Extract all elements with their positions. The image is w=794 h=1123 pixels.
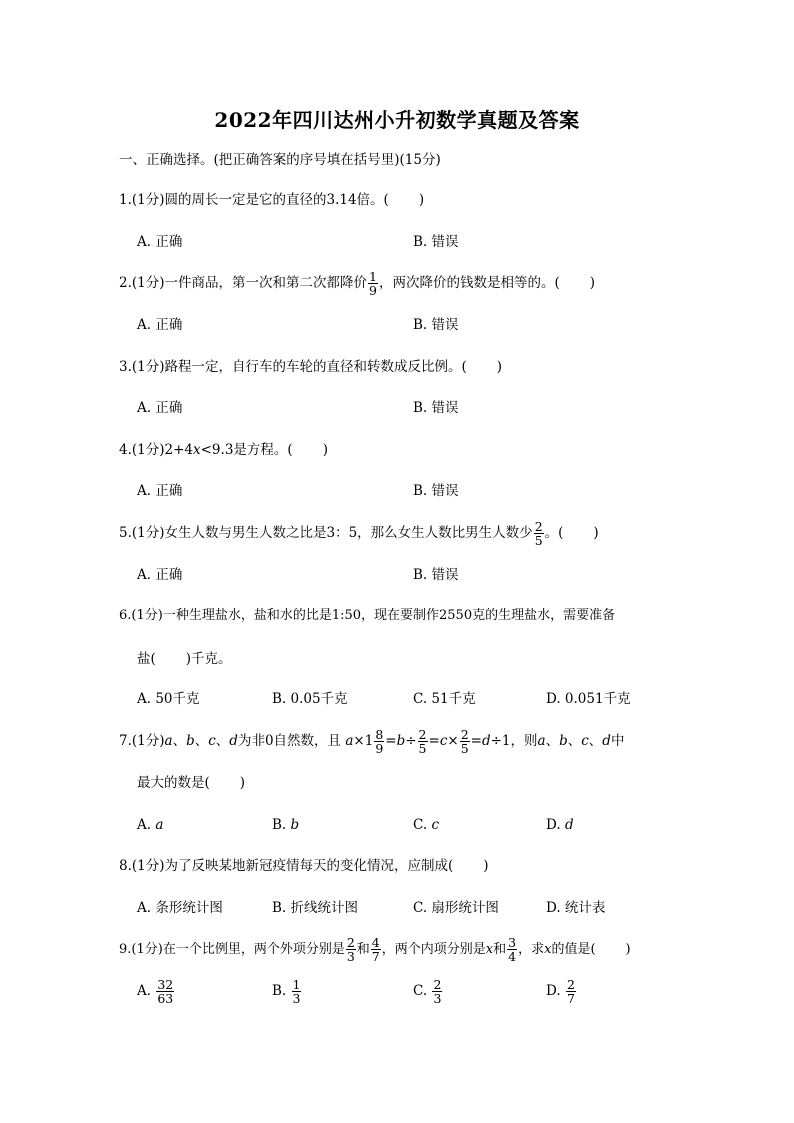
question-6-option-b[interactable]: B. 0.05千克 <box>272 691 348 707</box>
fraction-denominator: 7 <box>566 991 575 1006</box>
var-d: d <box>481 733 491 749</box>
question-8 <box>119 855 489 877</box>
times: × <box>447 733 459 749</box>
question-1-option-b[interactable]: B. 错误 <box>413 234 459 250</box>
question-8-text: 8.(1分)为了反映某地新冠疫情每天的变化情况，应制成( <box>119 858 454 874</box>
option-fraction <box>292 978 302 1005</box>
question-2-option-a[interactable]: A. 正确 <box>137 317 183 333</box>
question-8-option-a[interactable]: A. 条形统计图 <box>137 900 223 916</box>
sep: 、 <box>172 733 187 749</box>
option-label: C. <box>413 817 432 833</box>
fraction-4-7 <box>371 936 381 963</box>
question-5 <box>119 520 599 547</box>
var-x: x <box>544 942 552 957</box>
var-c: c <box>208 733 216 749</box>
and: 和 <box>493 942 507 957</box>
var-b: b <box>186 733 195 749</box>
divide-one: ÷1 <box>490 733 511 749</box>
question-7-close: ) <box>239 775 246 791</box>
question-4 <box>119 439 328 461</box>
var-a: a <box>164 733 173 749</box>
option-value: d <box>564 817 574 833</box>
question-3-option-b[interactable]: B. 错误 <box>413 400 459 416</box>
fraction-denominator: 63 <box>157 991 174 1006</box>
option-fraction <box>566 978 576 1005</box>
option-label: C. <box>413 983 432 999</box>
question-5-post: 。( <box>544 525 564 541</box>
var-c: c <box>439 733 448 749</box>
question-9-post: ，求 <box>518 942 545 957</box>
question-7-option-d[interactable] <box>546 814 574 836</box>
var-a: a <box>537 733 546 749</box>
question-8-close: ) <box>483 858 489 874</box>
option-label: A. <box>137 983 156 999</box>
question-7-mid: 为非0自然数，且 <box>237 733 342 749</box>
question-4-close: ) <box>322 442 328 458</box>
question-6-line-2-pre: 盐( <box>137 651 156 667</box>
option-label: D. <box>546 983 565 999</box>
var-c: c <box>581 733 589 749</box>
question-4-option-b[interactable]: B. 错误 <box>413 483 459 499</box>
question-6-option-d[interactable]: D. 0.051千克 <box>546 691 631 707</box>
fraction-8-9 <box>374 728 384 755</box>
question-7-option-b[interactable] <box>272 814 299 836</box>
question-3-text: 3.(1分)路程一定，自行车的车轮的直径和转数成反比例。( <box>119 359 467 375</box>
question-9-pre: 9.(1分)在一个比例里，两个外项分别是 <box>119 942 345 957</box>
fraction-numerator: 2 <box>346 935 355 950</box>
option-value: a <box>155 817 164 833</box>
var-b: b <box>396 733 406 749</box>
question-4-pre: 4.(1分)2+4 <box>119 442 193 458</box>
question-6-line-1: 6.(1分)一种生理盐水，盐和水的比是1:50，现在要制作2550克的生理盐水，需要准备 <box>119 608 616 623</box>
fraction-numerator: 2 <box>566 977 575 992</box>
question-9-post2: 的值是( <box>551 942 596 957</box>
option-value: c <box>431 817 439 833</box>
fraction-denominator: 4 <box>508 949 517 964</box>
question-5-option-a[interactable]: A. 正确 <box>137 567 183 583</box>
var-x: x <box>485 942 494 957</box>
question-5-fraction <box>534 520 544 547</box>
fraction-2-5 <box>418 728 428 755</box>
fraction-denominator: 9 <box>375 741 384 756</box>
question-1-text: 1.(1分)圆的周长一定是它的直径的3.14倍。( <box>119 192 389 208</box>
times-one: ×1 <box>353 733 374 749</box>
sep: 、 <box>588 733 603 749</box>
question-1-close: ) <box>418 192 425 208</box>
question-2-pre: 2.(1分)一件商品，第一次和第二次都降价 <box>119 275 368 291</box>
fraction-numerator: 3 <box>508 935 517 950</box>
question-1 <box>119 189 424 211</box>
fraction-denominator: 5 <box>534 533 543 548</box>
fraction-numerator: 1 <box>369 269 377 284</box>
fraction-numerator: 2 <box>418 727 427 742</box>
question-7 <box>119 728 624 755</box>
question-3 <box>119 356 502 378</box>
question-8-option-c[interactable]: C. 扇形统计图 <box>413 900 499 916</box>
question-3-option-a[interactable]: A. 正确 <box>137 400 183 416</box>
var-d: d <box>229 733 238 749</box>
fraction-denominator: 3 <box>346 949 355 964</box>
question-6-line-2-post: )千克。 <box>185 651 232 667</box>
sep: 、 <box>545 733 560 749</box>
question-2 <box>119 270 595 297</box>
question-9-mid: ，两个内项分别是 <box>381 942 486 957</box>
question-5-close: ) <box>593 525 599 541</box>
question-8-option-b[interactable]: B. 折线统计图 <box>272 900 359 916</box>
question-2-post: ，两次降价的钱数是相等的。( <box>378 275 560 291</box>
question-4-post: <9.3是方程。( <box>200 442 293 458</box>
fraction-denominator: 7 <box>371 949 380 964</box>
question-7-line-2-text: 最大的数是( <box>137 775 210 791</box>
fraction-denominator: 9 <box>369 283 377 298</box>
question-9-option-b[interactable] <box>272 978 302 1005</box>
question-4-variable: x <box>193 442 201 458</box>
fraction-2-3 <box>346 936 356 963</box>
question-8-option-d[interactable]: D. 统计表 <box>546 900 606 916</box>
divide: ÷ <box>405 733 417 749</box>
var-b: b <box>559 733 568 749</box>
option-value: b <box>290 817 300 833</box>
fraction-numerator: 8 <box>375 727 384 742</box>
question-2-fraction <box>368 270 378 297</box>
var-a: a <box>345 733 354 749</box>
var-d: d <box>602 733 611 749</box>
fraction-denominator: 5 <box>418 741 427 756</box>
option-fraction <box>156 978 174 1005</box>
question-7-line-2 <box>137 772 245 794</box>
fraction-2-5 <box>460 728 470 755</box>
fraction-numerator: 32 <box>157 977 174 992</box>
question-7-zhong: 中 <box>610 733 625 749</box>
question-2-option-b[interactable]: B. 错误 <box>413 317 459 333</box>
page-title: 2022年四川达州小升初数学真题及答案 <box>214 108 580 132</box>
and: 和 <box>356 942 370 957</box>
option-fraction <box>432 978 442 1005</box>
option-label: D. <box>546 817 565 833</box>
question-7-option-c[interactable] <box>413 814 439 836</box>
fraction-numerator: 4 <box>371 935 380 950</box>
section-heading: 一、正确选择。(把正确答案的序号填在括号里)(15分) <box>119 152 441 168</box>
question-2-close: ) <box>589 275 596 291</box>
question-6-line-2 <box>137 648 232 670</box>
question-9-option-a[interactable] <box>137 978 175 1005</box>
fraction-denominator: 3 <box>292 991 301 1006</box>
option-label: A. <box>137 817 156 833</box>
question-6-option-a[interactable]: A. 50千克 <box>137 691 200 707</box>
question-9-option-c[interactable] <box>413 978 443 1005</box>
question-7-option-a[interactable] <box>137 814 163 836</box>
question-9-option-d[interactable] <box>546 978 577 1005</box>
sep: 、 <box>567 733 582 749</box>
question-9 <box>119 936 631 963</box>
equals: = <box>428 733 440 749</box>
fraction-numerator: 2 <box>534 519 543 534</box>
fraction-denominator: 5 <box>460 741 469 756</box>
question-1-option-a[interactable]: A. 正确 <box>137 234 183 250</box>
fraction-3-4 <box>507 936 517 963</box>
equals: = <box>385 733 397 749</box>
question-7-then: ，则 <box>510 733 538 749</box>
fraction-numerator: 1 <box>292 977 301 992</box>
question-6-option-c[interactable]: C. 51千克 <box>413 691 476 707</box>
question-4-option-a[interactable]: A. 正确 <box>137 483 183 499</box>
question-5-pre: 5.(1分)女生人数与男生人数之比是3：5，那么女生人数比男生人数少 <box>119 525 533 541</box>
question-5-option-b[interactable]: B. 错误 <box>413 567 459 583</box>
option-label: B. <box>272 983 291 999</box>
fraction-numerator: 2 <box>460 727 469 742</box>
equals: = <box>470 733 482 749</box>
question-7-pre: 7.(1分) <box>119 733 165 749</box>
sep: 、 <box>194 733 209 749</box>
fraction-numerator: 2 <box>433 977 442 992</box>
sep: 、 <box>215 733 230 749</box>
fraction-denominator: 3 <box>433 991 442 1006</box>
question-3-close: ) <box>496 359 503 375</box>
option-label: B. <box>272 817 291 833</box>
question-9-close: ) <box>625 942 631 957</box>
